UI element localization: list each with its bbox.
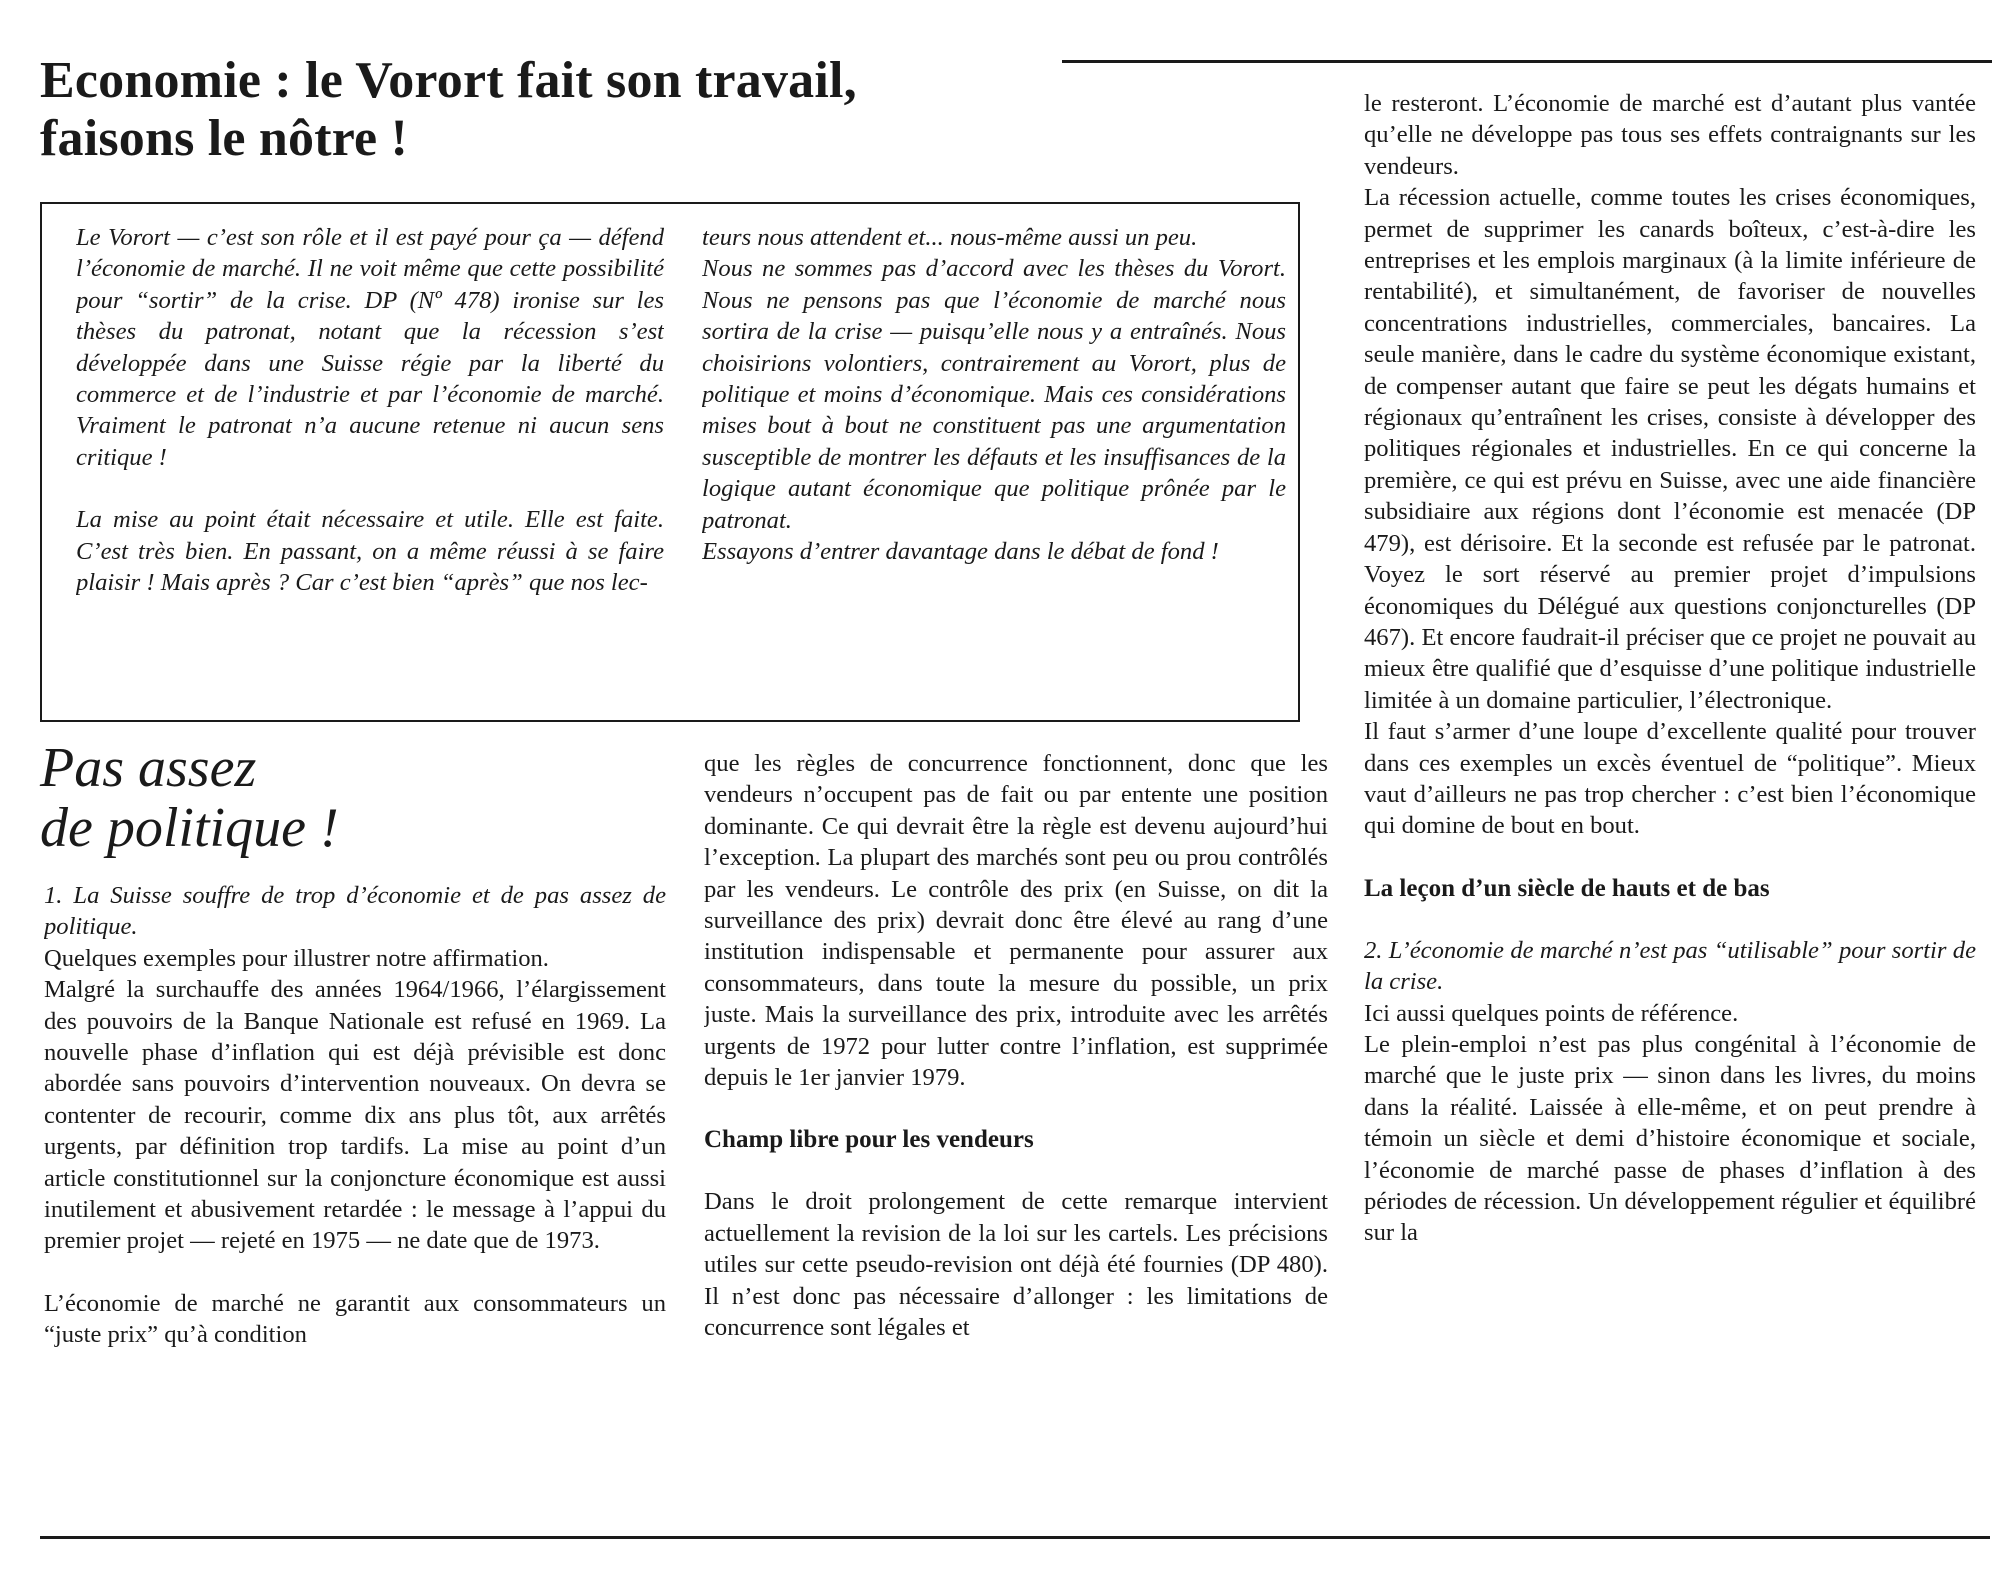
col3-paragraph-4: Ici aussi quelques points de référence.	[1364, 999, 1739, 1027]
col3-paragraph-2: La récession actuelle, comme toutes les crises économiques, permet de supprimer les canards boîteux, c’est-à-dire les entreprises et les emplois marginaux (à la limite inférieure de rentabilité), et simultanément, de favoriser de nouvelles concentrations industrielles, commerciales, bancaires. La seule manière, dans le cadre du système économique existant, de compenser autant que faire se peut les dégats humains et régionaux qu’entraînent les crises, consiste à développer des politiques régionales et industrielles. En ce qui concerne la première, ce qui est prévu en Suisse, avec une aide financière subsidiaire aux régions dont l’économie est menacée (DP 479), est dérisoire. Et la seconde est refusée par le patronat. Voyez le sort réservé au premier projet d’impulsions économiques du Délégué aux questions conjoncturelles (DP 467). Et encore faudrait-il préciser que ce projet ne pouvait au mieux être qualifié que d’esquisse d’une politique industrielle limitée à un domaine particulier, l’électronique.	[1364, 184, 1976, 714]
point-2-title: 2. L’économie de marché n’est pas “utilisable” pour sortir de la crise.	[1364, 936, 1976, 996]
col3-paragraph-3: Il faut s’armer d’une loupe d’excellente qualité pour trouver dans ces exemples un excès éventuel de “politique”. Mieux vaut d’ailleurs ne pas trop chercher : c’est bien l’économique qui domine de bout en bout.	[1364, 718, 1976, 840]
col2-paragraph-1: que les règles de concurrence fonctionnent, donc que les vendeurs n’occupent pas de fait ou par entente une position dominante. Ce qui devrait être la règle est devenu aujourd’hui l’exception. La plupart des marchés sont peu ou prou contrôlés par les vendeurs. Le contrôle des prix (en Suisse, on dit la surveillance des prix) devrait donc être élevé au rang d’une institution indispensable et permanente pour assurer aux consommateurs, dans toute la mesure du possible, un prix juste. Mais la surveillance des prix, introduite avec les arrêtés urgents de 1972 pour lutter contre l’inflation, est supprimée depuis le 1er janvier 1979.	[704, 750, 1328, 1092]
subhead-line-2: de politique !	[40, 797, 339, 859]
section-heading-champ-libre: Champ libre pour les vendeurs	[704, 1126, 1034, 1154]
section-subhead	[40, 738, 640, 858]
col3-paragraph-1: le resteront. L’économie de marché est d’autant plus vantée qu’elle ne développe pas tous ses effets contraignants sur les vendeurs.	[1364, 90, 1976, 180]
body-column-2	[704, 748, 1328, 1520]
body-column-3	[1364, 88, 1976, 1520]
top-rule	[1062, 60, 1992, 63]
intro-right-column	[702, 222, 1286, 702]
article-headline	[40, 52, 1040, 168]
col1-paragraph-2: Malgré la surchauffe des années 1964/1966, l’élargissement des pouvoirs de la Banque Nationale est refusé en 1969. La nouvelle phase d’inflation qui est déjà prévisible est donc abordée sans pouvoirs d’intervention nouveaux. On devra se contenter de recourir, comme dix ans plus tôt, aux arrêtés urgents, par définition trop tardifs. La mise au point d’un article constitutionnel sur la conjoncture économique est aussi inutilement et abusivement retardée : le message à l’appui du premier projet — rejeté en 1975 — ne date que de 1973.	[44, 976, 666, 1255]
headline-line-1: Economie : le Vorort fait son travail,	[40, 52, 857, 109]
intro-left-paragraph-1: Le Vorort — c’est son rôle et il est payé pour ça — défend l’économie de marché. Il ne voit même que cette possibilité pour “sortir” de la crise. DP (Nº 478) ironise sur les thèses du patronat, notant que la récession s’est développée dans une Suisse régie par la liberté du commerce et de l’industrie et par l’économie de marché. Vraiment le patronat n’a aucune retenue ni aucun sens critique !	[76, 224, 664, 471]
col1-paragraph-1: Quelques exemples pour illustrer notre affirmation.	[44, 944, 549, 972]
col3-paragraph-5: Le plein-emploi n’est pas plus congénital à l’économie de marché que le juste prix — sinon dans les livres, du moins dans la réalité. Laissée à elle-même, et on peut prendre à témoin un siècle et demi d’histoire économique et sociale, l’économie de marché passe de phases d’inflation à des périodes de récession. Un développement régulier et équilibré sur la	[1364, 1030, 1976, 1247]
point-1-title: 1. La Suisse souffre de trop d’économie et de pas assez de politique.	[44, 882, 666, 941]
subhead-line-1: Pas assez	[40, 737, 257, 799]
section-heading-lecon: La leçon d’un siècle de hauts et de bas	[1364, 874, 1770, 902]
intro-right-paragraph-3: Essayons d’entrer davantage dans le débat de fond !	[702, 538, 1219, 566]
body-column-1	[44, 880, 666, 1520]
bottom-rule	[40, 1536, 1990, 1539]
headline-line-2: faisons le nôtre !	[40, 110, 409, 167]
intro-right-paragraph-2: Nous ne sommes pas d’accord avec les thèses du Vorort. Nous ne pensons pas que l’économie de marché nous sortira de la crise — puisqu’elle nous y a entraînés. Nous choisirions volontiers, contrairement au Vorort, plus de politique et moins d’économique. Mais ces considérations mises bout à bout ne constituent pas une argumentation susceptible de montrer les défauts et les insuffisances de la logique autant économique que politique prônée par le patronat.	[702, 255, 1286, 534]
intro-right-paragraph-1: teurs nous attendent et... nous-même aussi un peu.	[702, 224, 1198, 251]
intro-left-column	[76, 222, 664, 702]
intro-left-paragraph-2: La mise au point était nécessaire et utile. Elle est faite. C’est très bien. En passant, on a même réussi à se faire plaisir ! Mais après ? Car c’est bien “après” que nos lec-	[76, 506, 664, 597]
col1-paragraph-3: L’économie de marché ne garantit aux consommateurs un “juste prix” qu’à condition	[44, 1289, 666, 1349]
col2-paragraph-2: Dans le droit prolongement de cette remarque intervient actuellement la revision de la loi sur les cartels. Les précisions utiles sur cette pseudo-revision ont déjà été fournies (DP 480). Il n’est donc pas nécessaire d’allonger : les limitations de concurrence sont légales et	[704, 1188, 1328, 1342]
